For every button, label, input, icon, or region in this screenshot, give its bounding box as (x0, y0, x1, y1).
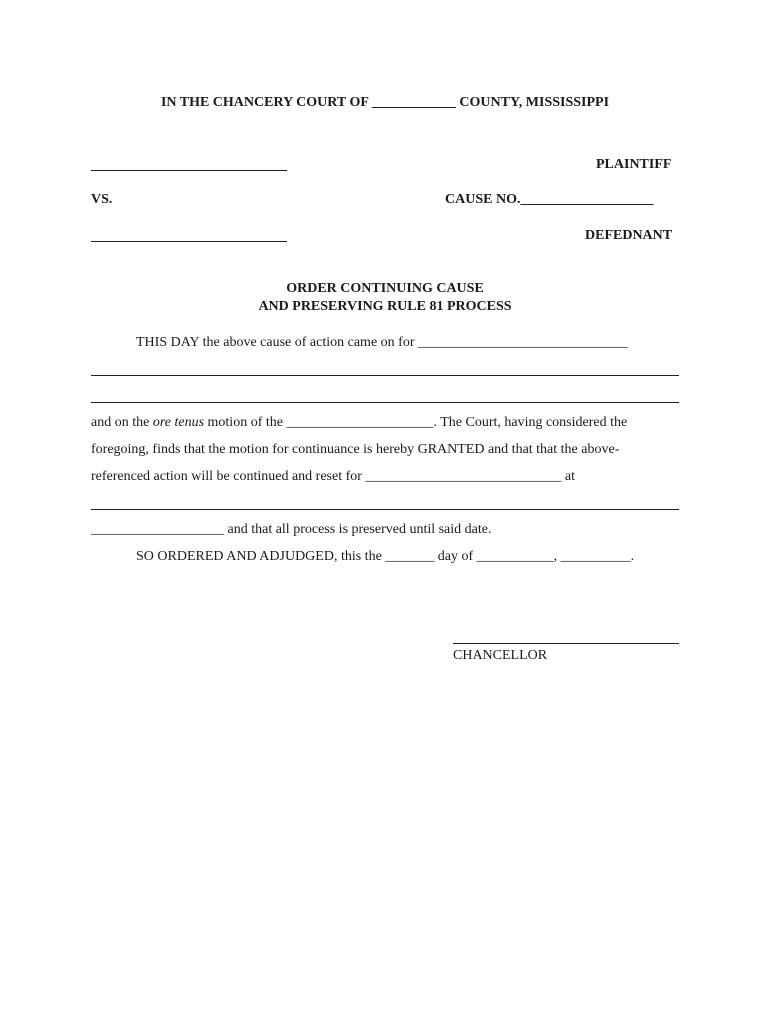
motion-line-prefix: and on the (91, 415, 153, 430)
ordered-adjudged-line: SO ORDERED AND ADJUDGED, this the _______ day of ___________, __________. (136, 549, 635, 564)
reset-date-line: referenced action will be continued and reset for ____________________________ at (91, 469, 576, 484)
process-preserved-line: ___________________ and that all process is preserved until said date. (91, 522, 492, 537)
foregoing-line: foregoing, finds that the motion for continuance is hereby GRANTED and that that the above- (91, 442, 620, 457)
hearing-purpose-blank-2[interactable] (91, 402, 679, 403)
reset-location-blank[interactable] (91, 509, 679, 510)
plaintiff-label: PLAINTIFF (596, 157, 672, 172)
plaintiff-name-blank[interactable] (91, 170, 287, 171)
hearing-purpose-line: THIS DAY the above cause of action came on for ______________________________ (136, 335, 628, 350)
order-title-line2: AND PRESERVING RULE 81 PROCESS (258, 299, 512, 314)
chancellor-label: CHANCELLOR (453, 648, 548, 663)
cause-number-field[interactable]: CAUSE NO.___________________ (445, 192, 654, 207)
order-title-line1: ORDER CONTINUING CAUSE (286, 281, 484, 296)
motion-line-suffix: motion of the _____________________. The Court, having considered the (204, 415, 628, 430)
chancellor-signature-blank[interactable] (453, 643, 679, 644)
defendant-label: DEFEDNANT (585, 228, 673, 243)
court-heading: IN THE CHANCERY COURT OF ____________ COUNTY, MISSISSIPPI (160, 95, 610, 110)
hearing-purpose-blank-1[interactable] (91, 375, 679, 376)
defendant-name-blank[interactable] (91, 241, 287, 242)
motion-line (91, 415, 627, 431)
versus-label: VS. (91, 192, 113, 207)
ore-tenus-text: ore tenus (152, 415, 205, 430)
